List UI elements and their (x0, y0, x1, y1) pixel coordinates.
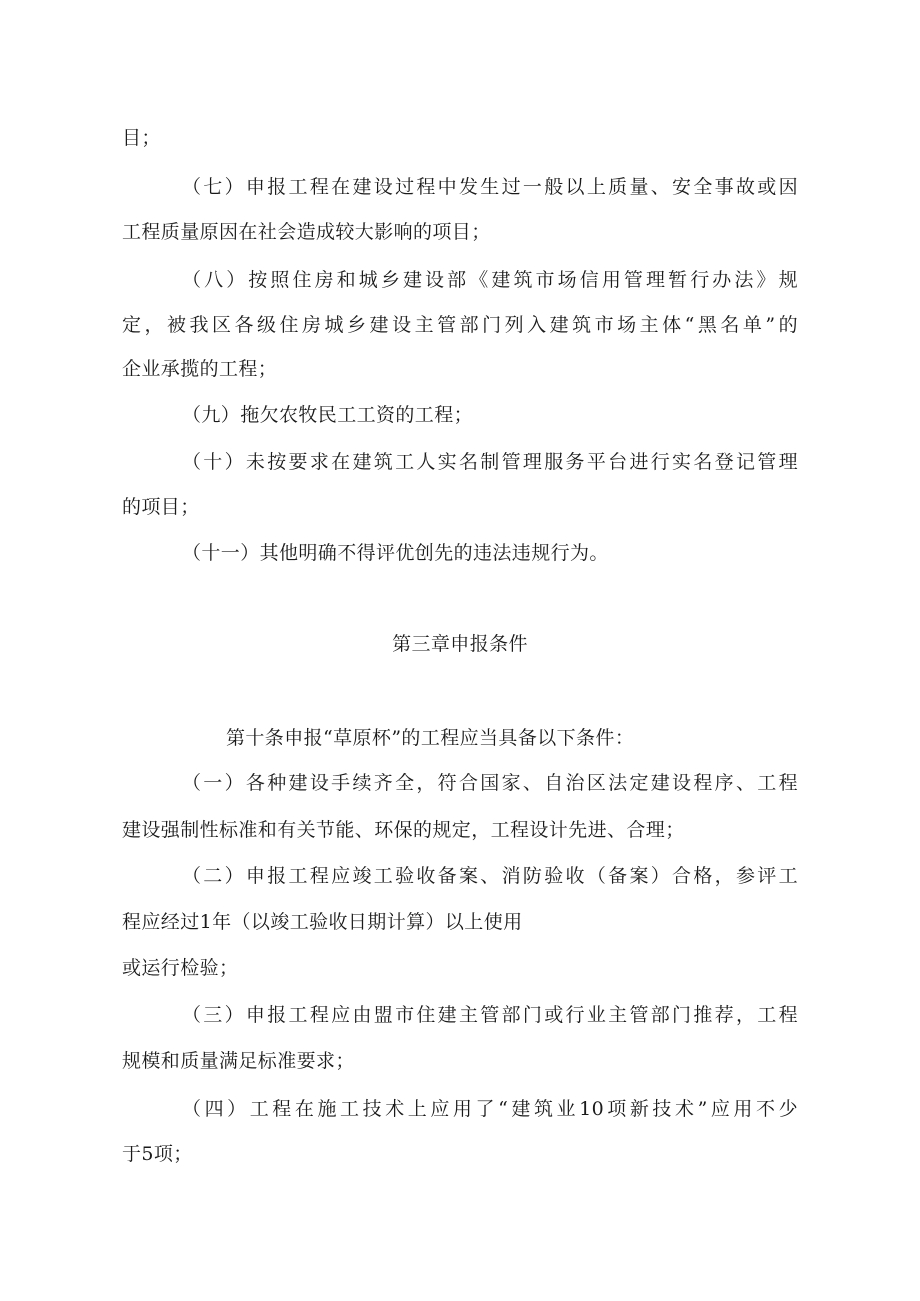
paragraph-line: （八）按照住房和城乡建设部《建筑市场信用管理暂行办法》规 (182, 269, 798, 291)
paragraph-line: 程应经过1年（以竣工验收日期计算）以上使用 (122, 911, 523, 933)
paragraph-line: 于5项； (122, 1143, 193, 1165)
paragraph-line: （三）申报工程应由盟市住建主管部门或行业主管部门推荐，工程 (182, 1004, 798, 1026)
paragraph-line: （七）申报工程在建设过程中发生过一般以上质量、安全事故或因 (182, 176, 798, 198)
paragraph-line: 工程质量原因在社会造成较大影响的项目； (122, 221, 491, 243)
article-heading: 第十条申报“草原杯”的工程应当具备以下条件： (226, 727, 635, 749)
paragraph-line: （十）未按要求在建筑工人实名制管理服务平台进行实名登记管理 (182, 451, 798, 473)
chapter-title: 第三章申报条件 (392, 633, 528, 655)
paragraph-line: （一）各种建设手续齐全，符合国家、自治区法定建设程序、工程 (182, 772, 798, 794)
paragraph-line: 企业承揽的工程； (122, 358, 278, 380)
paragraph-line: 规模和质量满足标准要求； (122, 1050, 355, 1072)
paragraph-line: 的项目； (122, 496, 200, 518)
paragraph-line: （二）申报工程应竣工验收备案、消防验收（备案）合格，参评工 (182, 865, 798, 887)
paragraph-line: （十一）其他明确不得评优创先的违法违规行为。 (182, 542, 609, 564)
paragraph-line: （四）工程在施工技术上应用了“建筑业10项新技术”应用不少 (182, 1098, 798, 1120)
paragraph-line: 目； (122, 127, 161, 149)
paragraph-line: 或运行检验； (122, 957, 239, 979)
paragraph-line: （九）拖欠农牧民工工资的工程； (182, 404, 474, 426)
paragraph-line: 建设强制性标准和有关节能、环保的规定，工程设计先进、合理； (122, 819, 685, 841)
paragraph-line: 定，被我区各级住房城乡建设主管部门列入建筑市场主体“黑名单”的 (122, 314, 798, 336)
